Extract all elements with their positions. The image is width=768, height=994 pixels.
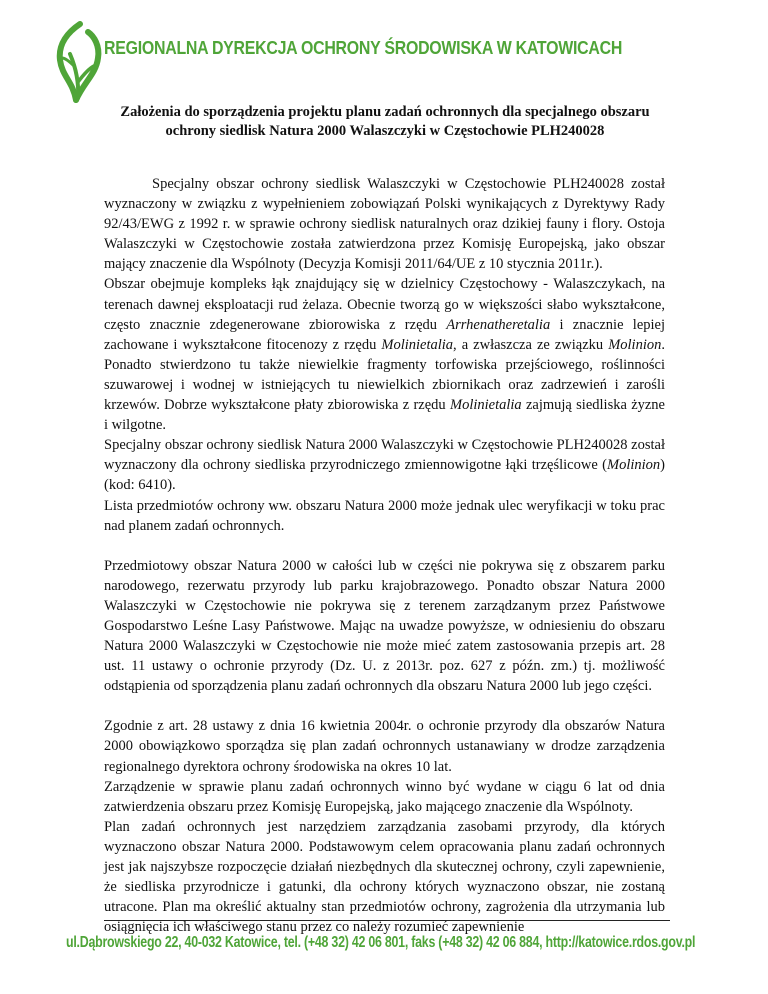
footer-contact: ul.Dąbrowskiego 22, 40-032 Katowice, tel. (+48 32) 42 06 801, faks (+48 32) 42 06 884, http://katowice.rdos.gov.pl [66,934,696,951]
paragraph-legal: Zgodnie z art. 28 ustawy z dnia 16 kwietnia 2004r. o ochronie przyrody dla obszarów Natura 2000 obowiązkowo sporządza się plan zadań ochronnych ustanawiany w drodze zarządzenia regionalnego dyrektora ochrony środowiska na okres 10 lat. [104,718,665,775]
paragraph-deadline: Zarządzenie w sprawie planu zadań ochronnych winno być wydane w ciągu 6 lat od dnia zatwierdzenia obszaru przez Komisję Europejską, jako mającego znaczenie dla Wspólnoty. [104,778,665,815]
paragraph-plan-purpose: Plan zadań ochronnych jest narzędziem zarządzania zasobami przyrody, dla których wyznaczono obszar Natura 2000. Podstawowym celem opracowania planu zadań ochronnych jest jak najszybsze rozpoczęcie działań niezbędnych dla skutecznej ochrony, czyli zapewnienie, że siedliska przyrodnicze i gatunki, dla ochrony których wyznaczono obszar, nie zostaną utracone. Plan ma określić aktualny stan przedmiotów ochrony, zagrożenia dla utrzymania lub osiągnięcia ich właściwego stanu przez co należy rozumieć zapewnienie [104,818,665,936]
paragraph-description: Obszar obejmuje kompleks łąk znajdujący się w dzielnicy Częstochowy - Walaszczykach, na terenach dawnej eksploatacji rud żelaza. Obecnie tworzą go w większości słabo wykształcone, często znacznie zdegenerowane zbiorowiska z rzędu Arrhenatheretalia i znacznie lepiej zachowane i wykształcone fitocenozy z rzędu Molinietalia, a zwłaszcza ze związku Molinion. Ponadto stwierdzono tu także niewielkie fragmenty torfowiska przejściowego, roślinności szuwarowej i wodnej w istniejących tu niewielkich zbiornikach oraz zadrzewień i zarośli krzewów. Dobrze wykształcone płaty zbiorowiska z rzędu Molinietalia zajmują siedliska żyzne i wilgotne. [104,276,666,434]
leaf-logo-icon [52,20,104,104]
org-name: REGIONALNA DYREKCJA OCHRONY ŚRODOWISKA W KATOWICACH [104,37,623,58]
paragraph-list-note: Lista przedmiotów ochrony ww. obszaru Natura 2000 może jednak ulec weryfikacji w toku prac nad planem zadań ochronnych. [104,497,665,534]
paragraph-overlap: Przedmiotowy obszar Natura 2000 w całości lub w części nie pokrywa się z obszarem parku narodowego, rezerwatu przyrody lub parku krajobrazowego. Ponadto obszar Natura 2000 Walaszczyki w Częstochowie nie pokrywa się z terenem zarządzanym przez Państwowe Gospodarstwo Leśne Lasy Państwowe. Mając na uwadze powyższe, w odniesieniu do obszaru Natura 2000 Walaszczyki w Częstochowie nie może mieć zatem zastosowania przepis art. 28 ust. 11 ustawy o ochronie przyrody (Dz. U. z 2013r. poz. 627 z późn. zm.) tj. możliwość odstąpienia od sporządzenia planu zadań ochronnych dla obszaru Natura 2000 lub jego części. [104,557,665,695]
paragraph-intro: Specjalny obszar ochrony siedlisk Walaszczyki w Częstochowie PLH240028 został wyznaczony w związku z wypełnieniem zobowiązań Polski wynikających z Dyrektywy Rady 92/43/EWG z 1992 r. w sprawie ochrony siedlisk naturalnych oraz dzikiej fauny i flory. Ostoja Walaszczyki w Częstochowie została zatwierdzona przez Komisję Europejską, jako obszar mający znaczenie dla Wspólnoty (Decyzja Komisji 2011/64/UE z 10 stycznia 2011r.). [104,176,665,273]
footer-divider [104,920,670,921]
document-title: Założenia do sporządzenia projektu planu zadań ochronnych dla specjalnego obszaru ochrony siedlisk Natura 2000 Walaszczyki w Częstochowie PLH240028 [120,104,650,139]
paragraph-designation: Specjalny obszar ochrony siedlisk Natura 2000 Walaszczyki w Częstochowie PLH240028 został wyznaczony dla ochrony siedliska przyrodniczego zmiennowigotne łąki trzęślicowe (Molinion) (kod: 6410). [104,437,665,494]
document-body [104,174,665,937]
